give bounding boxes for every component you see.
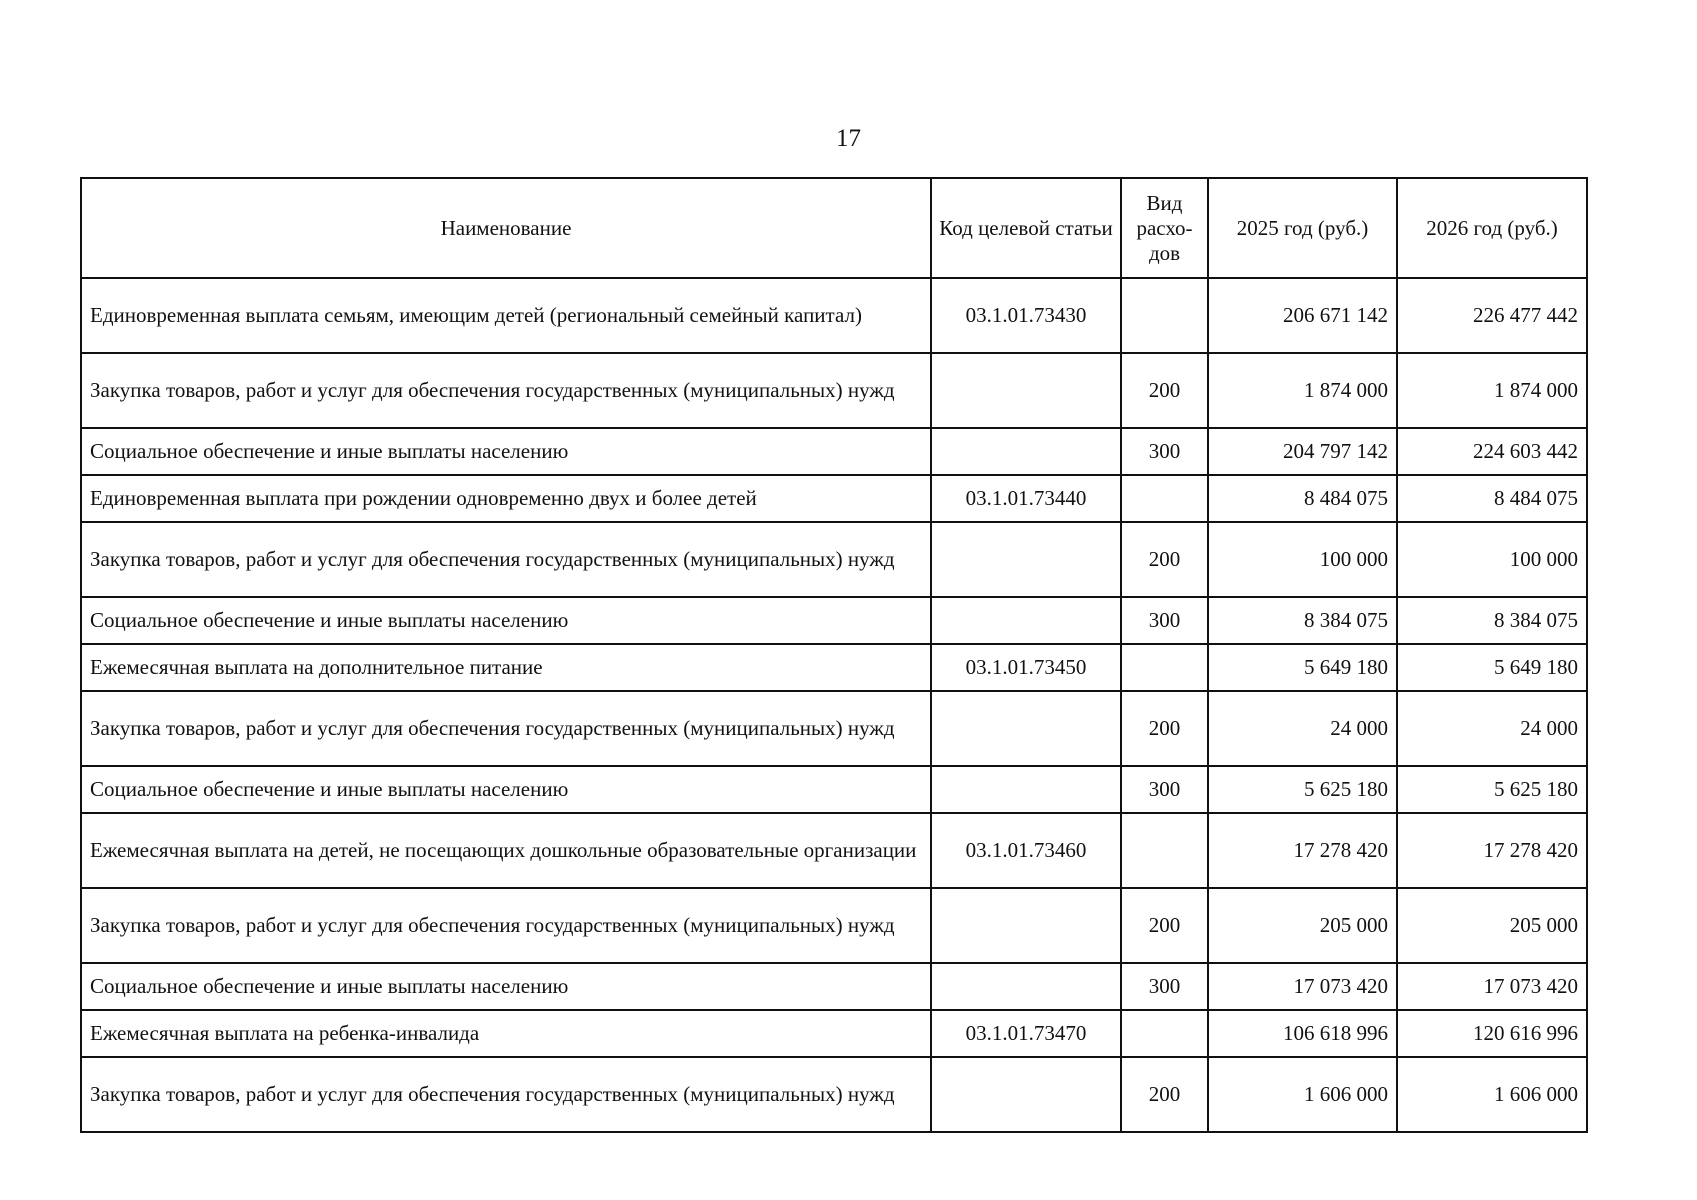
- cell-code: [931, 963, 1121, 1010]
- header-2026: 2026 год (руб.): [1397, 178, 1587, 278]
- cell-2026: 100 000: [1397, 522, 1587, 597]
- cell-name: Социальное обеспечение и иные выплаты населению: [81, 428, 931, 475]
- cell-2025: 205 000: [1208, 888, 1397, 963]
- cell-name: Закупка товаров, работ и услуг для обеспечения государственных (муниципальных) нужд: [81, 691, 931, 766]
- table-row: [81, 813, 1587, 888]
- cell-code: [931, 428, 1121, 475]
- cell-name: Ежемесячная выплата на ребенка-инвалида: [81, 1010, 931, 1057]
- cell-name: Закупка товаров, работ и услуг для обеспечения государственных (муниципальных) нужд: [81, 353, 931, 428]
- table-row: [81, 766, 1587, 813]
- table-row: [81, 888, 1587, 963]
- table-row: [81, 963, 1587, 1010]
- table-row: [81, 522, 1587, 597]
- cell-2026: 5 649 180: [1397, 644, 1587, 691]
- cell-code: [931, 888, 1121, 963]
- cell-2026: 8 384 075: [1397, 597, 1587, 644]
- table-header-row: [81, 178, 1587, 278]
- table-row: [81, 428, 1587, 475]
- cell-code: 03.1.01.73430: [931, 278, 1121, 353]
- table-row: [81, 353, 1587, 428]
- cell-name: Единовременная выплата семьям, имеющим детей (региональный семейный капитал): [81, 278, 931, 353]
- cell-2025: 24 000: [1208, 691, 1397, 766]
- budget-table: [80, 177, 1588, 1133]
- table-row: [81, 475, 1587, 522]
- cell-2026: 205 000: [1397, 888, 1587, 963]
- cell-name: Закупка товаров, работ и услуг для обеспечения государственных (муниципальных) нужд: [81, 888, 931, 963]
- cell-name: Социальное обеспечение и иные выплаты населению: [81, 597, 931, 644]
- header-expense-type: Вид расхо-дов: [1121, 178, 1208, 278]
- cell-code: [931, 691, 1121, 766]
- cell-2025: 17 278 420: [1208, 813, 1397, 888]
- cell-code: [931, 766, 1121, 813]
- cell-2026: 224 603 442: [1397, 428, 1587, 475]
- cell-code: 03.1.01.73460: [931, 813, 1121, 888]
- cell-name: Закупка товаров, работ и услуг для обеспечения государственных (муниципальных) нужд: [81, 1057, 931, 1132]
- cell-2025: 100 000: [1208, 522, 1397, 597]
- cell-expense-type: 200: [1121, 691, 1208, 766]
- cell-2025: 8 384 075: [1208, 597, 1397, 644]
- cell-expense-type: 200: [1121, 522, 1208, 597]
- page-number: 17: [836, 125, 861, 152]
- cell-2026: 1 874 000: [1397, 353, 1587, 428]
- cell-expense-type: 300: [1121, 428, 1208, 475]
- cell-expense-type: 300: [1121, 963, 1208, 1010]
- table-row: [81, 597, 1587, 644]
- table-row: [81, 278, 1587, 353]
- header-code: Код целевой статьи: [931, 178, 1121, 278]
- cell-name: Закупка товаров, работ и услуг для обеспечения государственных (муниципальных) нужд: [81, 522, 931, 597]
- cell-name: Социальное обеспечение и иные выплаты населению: [81, 766, 931, 813]
- cell-expense-type: 200: [1121, 353, 1208, 428]
- cell-code: 03.1.01.73450: [931, 644, 1121, 691]
- header-2025: 2025 год (руб.): [1208, 178, 1397, 278]
- table-row: [81, 644, 1587, 691]
- cell-2025: 206 671 142: [1208, 278, 1397, 353]
- cell-code: [931, 522, 1121, 597]
- cell-2026: 5 625 180: [1397, 766, 1587, 813]
- cell-2026: 120 616 996: [1397, 1010, 1587, 1057]
- cell-code: [931, 353, 1121, 428]
- cell-2025: 204 797 142: [1208, 428, 1397, 475]
- cell-2026: 17 073 420: [1397, 963, 1587, 1010]
- cell-expense-type: [1121, 644, 1208, 691]
- cell-2025: 1 606 000: [1208, 1057, 1397, 1132]
- cell-2026: 1 606 000: [1397, 1057, 1587, 1132]
- cell-2026: 226 477 442: [1397, 278, 1587, 353]
- cell-expense-type: [1121, 1010, 1208, 1057]
- cell-name: Единовременная выплата при рождении одновременно двух и более детей: [81, 475, 931, 522]
- cell-code: 03.1.01.73470: [931, 1010, 1121, 1057]
- cell-expense-type: [1121, 278, 1208, 353]
- table-row: [81, 1057, 1587, 1132]
- table-row: [81, 1010, 1587, 1057]
- table-row: [81, 691, 1587, 766]
- cell-expense-type: 200: [1121, 1057, 1208, 1132]
- cell-code: [931, 1057, 1121, 1132]
- cell-2026: 24 000: [1397, 691, 1587, 766]
- cell-2025: 1 874 000: [1208, 353, 1397, 428]
- cell-name: Социальное обеспечение и иные выплаты населению: [81, 963, 931, 1010]
- cell-expense-type: [1121, 475, 1208, 522]
- cell-2025: 17 073 420: [1208, 963, 1397, 1010]
- cell-name: Ежемесячная выплата на дополнительное питание: [81, 644, 931, 691]
- cell-code: [931, 597, 1121, 644]
- cell-2026: 17 278 420: [1397, 813, 1587, 888]
- cell-code: 03.1.01.73440: [931, 475, 1121, 522]
- cell-2025: 5 625 180: [1208, 766, 1397, 813]
- cell-2026: 8 484 075: [1397, 475, 1587, 522]
- cell-expense-type: [1121, 813, 1208, 888]
- cell-name: Ежемесячная выплата на детей, не посещающих дошкольные образовательные организации: [81, 813, 931, 888]
- cell-2025: 5 649 180: [1208, 644, 1397, 691]
- cell-expense-type: 300: [1121, 766, 1208, 813]
- cell-2025: 106 618 996: [1208, 1010, 1397, 1057]
- cell-expense-type: 200: [1121, 888, 1208, 963]
- header-name: Наименование: [81, 178, 931, 278]
- cell-2025: 8 484 075: [1208, 475, 1397, 522]
- cell-expense-type: 300: [1121, 597, 1208, 644]
